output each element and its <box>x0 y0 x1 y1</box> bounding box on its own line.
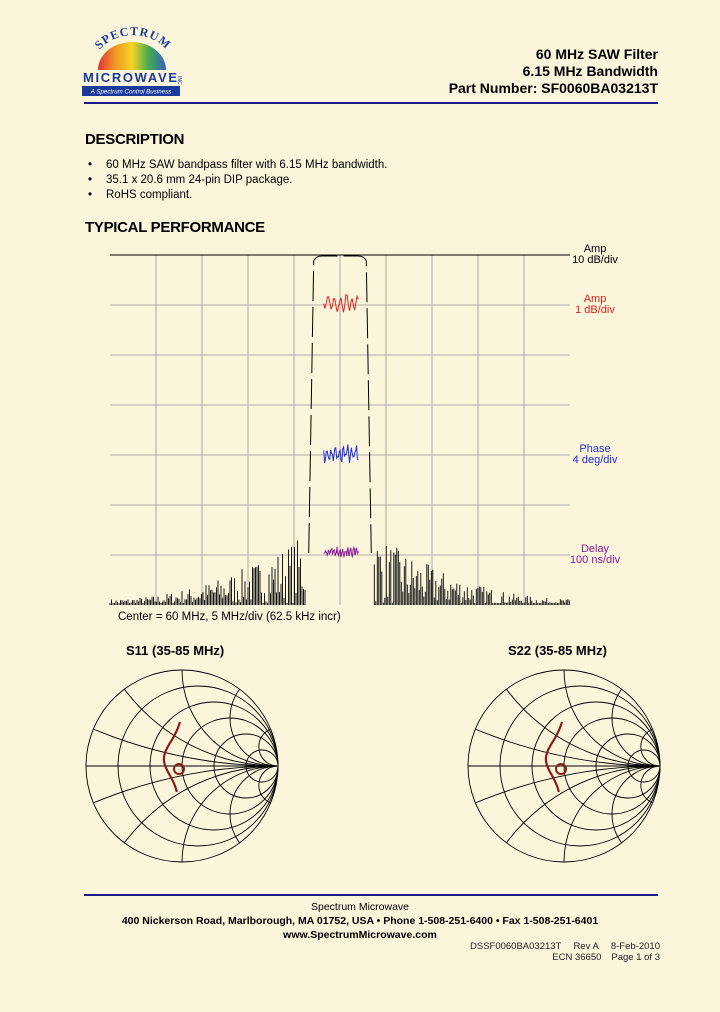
part-number: Part Number: SF0060BA03213T <box>448 80 658 96</box>
s11-title: S11 (35-85 MHz) <box>126 643 225 658</box>
footer-rule <box>84 894 658 896</box>
trace-name: Amp <box>583 243 607 255</box>
reactance-arc <box>464 766 664 866</box>
trace-name: Amp <box>583 293 607 305</box>
smith-chart-s11 <box>82 666 282 866</box>
reactance-arc <box>464 666 664 766</box>
trace-scale: 1 dB/div <box>575 304 615 316</box>
trace-scale: 10 dB/div <box>572 254 618 266</box>
trace-label-delay <box>560 544 630 566</box>
delay-trace <box>324 547 359 557</box>
s22-title: S22 (35-85 MHz) <box>508 643 607 658</box>
trace-scale: 4 deg/div <box>572 454 618 466</box>
performance-chart <box>100 250 580 610</box>
doc-rev: Rev A <box>573 941 599 952</box>
doc-ecn: ECN 36650 <box>552 952 602 963</box>
logo-inc: INC. <box>176 76 182 86</box>
smith-chart-s22 <box>464 666 664 866</box>
performance-heading: TYPICAL PERFORMANCE <box>85 219 265 236</box>
description-bullet: • 35.1 x 20.6 mm 24-pin DIP package. <box>84 173 644 188</box>
footer-web: www.SpectrumMicrowave.com <box>283 929 437 941</box>
header-rule <box>84 102 658 104</box>
reactance-arc <box>82 666 282 766</box>
product-title: 60 MHz SAW Filter <box>535 46 658 62</box>
trace-name: Phase <box>579 443 611 455</box>
footer-address: 400 Nickerson Road, Marlborough, MA 01752, USA • Phone 1-508-251-6400 • Fax 1-508-251-6401 <box>121 915 599 927</box>
trace-label-phase <box>560 444 630 466</box>
description-heading: DESCRIPTION <box>85 131 185 148</box>
trace-name: Delay <box>580 543 610 555</box>
bandwidth-title: 6.15 MHz Bandwidth <box>522 63 658 79</box>
smith-trace <box>164 722 180 792</box>
company-logo <box>78 26 184 98</box>
header-title-block <box>449 46 658 97</box>
logo-brand: MICROWAVE <box>83 70 177 85</box>
reactance-arc <box>259 766 282 804</box>
reactance-arc <box>641 728 664 766</box>
logo-tagline: A Spectrum Control Business <box>90 88 172 96</box>
phase-trace <box>324 445 359 463</box>
trace-label-amp-coarse <box>560 244 630 266</box>
doc-date: 8-Feb-2010 <box>610 941 660 952</box>
description-list <box>84 158 644 203</box>
footer-company: Spectrum Microwave <box>310 901 410 913</box>
amp-fine-trace <box>324 295 359 312</box>
smith-trace <box>546 722 562 792</box>
description-bullet: • 60 MHz SAW bandpass filter with 6.15 MHz bandwidth. <box>84 158 644 173</box>
reactance-arc <box>82 766 282 866</box>
doc-number: DSSF0060BA03213T <box>470 941 562 952</box>
chart-caption: Center = 60 MHz, 5 MHz/div (62.5 kHz incr) <box>118 611 341 623</box>
logo-arc-text: SPECTRUM <box>91 26 174 52</box>
trace-label-amp-fine <box>560 294 630 316</box>
trace-scale: 100 ns/div <box>569 554 621 566</box>
description-bullet: • RoHS compliant. <box>84 188 644 203</box>
logo-graphic <box>78 26 184 98</box>
reactance-arc <box>641 766 664 804</box>
reactance-arc <box>259 728 282 766</box>
doc-meta <box>470 941 660 963</box>
doc-page: Page 1 of 3 <box>611 952 660 963</box>
